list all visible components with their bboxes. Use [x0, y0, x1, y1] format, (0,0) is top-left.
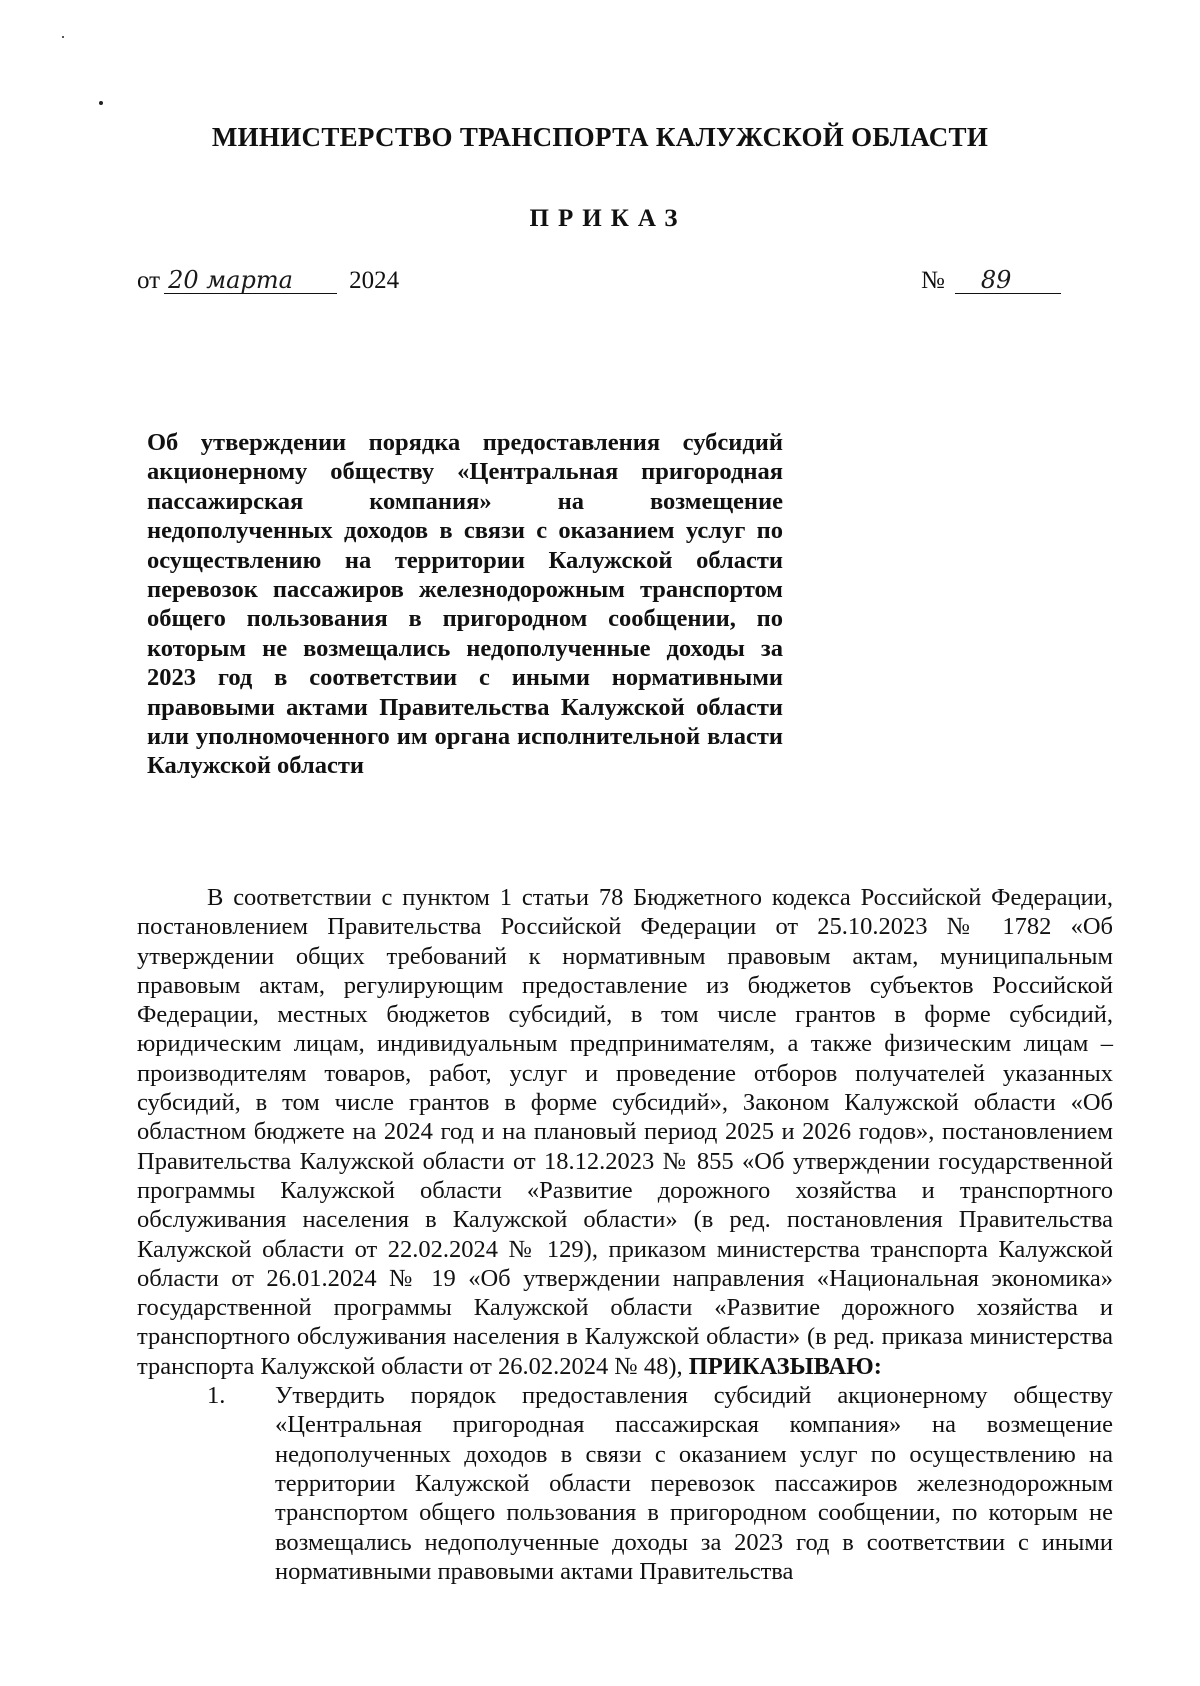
order-body — [137, 883, 1113, 1586]
scan-speck — [99, 101, 103, 105]
item-text: Утвердить порядок предоставления субсидий акционерному обществу «Центральная пригородная пассажирская компания» на возмещение недополученных доходов в связи с оказанием услуг по осуществлению на территории Калужской области перевозок пассажиров железнодорожным транспортом общего пользования в пригородном сообщении, по которым не возмещались недополученные доходы за 2023 год в соответствии с иными нормативными правовыми актами Правительства — [275, 1382, 1113, 1585]
scan-speck — [62, 36, 64, 38]
order-word: ПРИКАЗЫВАЮ: — [688, 1352, 882, 1380]
number-sign: № — [921, 267, 945, 294]
date-prefix: от — [137, 267, 161, 294]
handwritten-date: 20 марта — [164, 267, 337, 294]
ministry-heading: МИНИСТЕРСТВО ТРАНСПОРТА КАЛУЖСКОЙ ОБЛАСТИ — [211, 122, 989, 152]
list-item — [137, 1381, 1113, 1586]
preamble-text: В соответствии с пунктом 1 статьи 78 Бюджетного кодекса Российской Федерации, постановлением Правительства Российской Федерации от 25.10.2023 № 1782 «Об утверждении общих требований к нормативным правовым актам, муниципальным правовым актам, регулирующим предоставление из бюджетов субъектов Российской Федерации, местных бюджетов субсидий, в том числе грантов в форме субсидий, юридическим лицам, индивидуальным предпринимателям, а также физическим лицам – производителям товаров, работ, услуг и проведение отборов получателей указанных субсидий, в том числе грантов в форме субсидий», Законом Калужской области «Об областном бюджете на 2024 год и на плановый период 2025 и 2026 годов», постановлением Правительства Калужской области от 18.12.2023 № 855 «Об утверждении государственной программы Калужской области «Развитие дорожного хозяйства и транспортного обслуживания населения в Калужской области» (в ред. постановления Правительства Калужской области от 22.02.2024 № 129), приказом министерства транспорта Калужской области от 26.01.2024 № 19 «Об утверждении направления «Национальная экономика» государственной программы Калужской области «Развитие дорожного хозяйства и транспортного обслуживания населения в Калужской области» (в ред. приказа министерства транспорта Калужской области от 26.02.2024 № 48), — [137, 884, 1113, 1380]
order-date — [137, 267, 399, 295]
item-number: 1. — [207, 1382, 226, 1410]
date-year: 2024 — [349, 267, 400, 294]
document-type-heading: ПРИКАЗ — [529, 205, 687, 232]
handwritten-number: 89 — [955, 267, 1061, 294]
order-number — [921, 267, 1061, 295]
order-subject: Об утверждении порядка предоставления субсидий акционерному обществу «Центральная пригородная пассажирская компания» на возмещение недополученных доходов в связи с оказанием услуг по осуществлению на территории Калужской области перевозок пассажиров железнодорожным транспортом общего пользования в пригородном сообщении, по которым не возмещались недополученные доходы за 2023 год в соответствии с иными нормативными правовыми актами Правительства Калужской области или уполномоченного им органа исполнительной власти Калужской области — [147, 429, 783, 780]
preamble-paragraph — [137, 883, 1113, 1381]
